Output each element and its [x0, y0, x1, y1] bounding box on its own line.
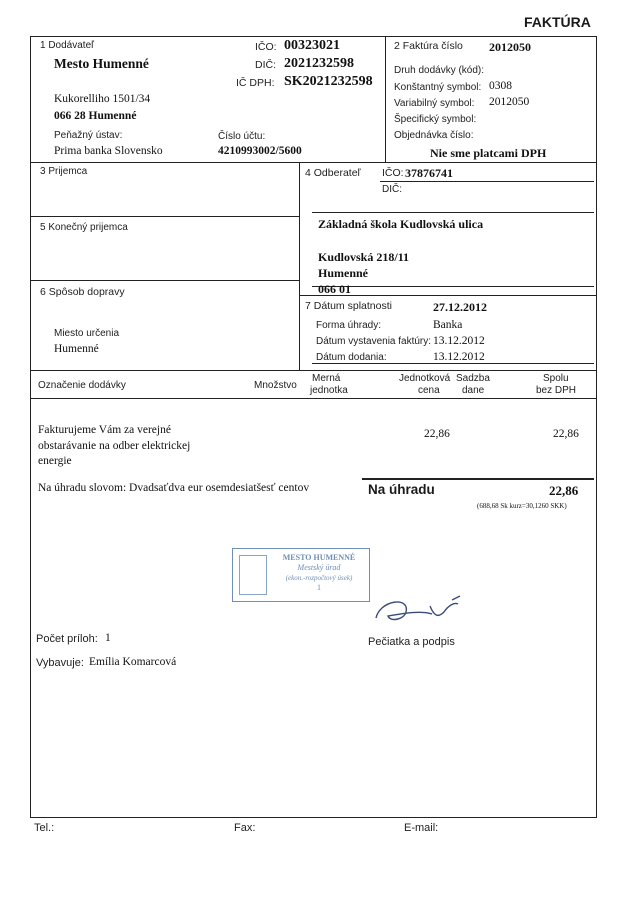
conversion-note: (688,68 Sk kurz=30,1260 SKK) [477, 502, 567, 510]
customer-street: Kudlovská 218/11 [318, 250, 410, 264]
constant-symbol: 0308 [489, 80, 512, 92]
variable-symbol-label: Variabilný symbol: [394, 98, 475, 109]
amount-in-words: Na úhradu slovom: Dvadsaťdva eur osemdesiatšesť centov [38, 482, 310, 494]
account-number: 4210993002/5600 [218, 145, 302, 157]
footer-email: E-mail: [404, 822, 439, 834]
final-recipient-label: 5 Konečný prijemca [40, 222, 128, 233]
vat-note: Nie sme platcami DPH [430, 146, 547, 160]
divider [299, 162, 300, 370]
delivery-type-label: Druh dodávky (kód): [394, 65, 485, 76]
divider [385, 36, 386, 162]
supplier-icdph-label: IČ DPH: [236, 77, 275, 89]
customer-ico-underline [380, 181, 594, 182]
signature-label: Pečiatka a podpis [368, 636, 455, 648]
destination: Humenné [54, 343, 99, 355]
item-description-line: energie [38, 455, 72, 467]
invoice-number-label: 2 Faktúra číslo [394, 40, 463, 52]
bank-label: Peňažný ústav: [54, 130, 123, 141]
supplier-street: Kukorelliho 1501/34 [54, 93, 151, 105]
attachments-count: 1 [105, 632, 111, 644]
variable-symbol: 2012050 [489, 96, 530, 108]
specific-symbol-label: Špecifický symbol: [394, 114, 477, 125]
supplier-ico-label: IČO: [255, 41, 277, 53]
stamp-line: (ekon.-rozpočtový úsek) [285, 574, 353, 582]
customer-name-rule [312, 212, 594, 213]
destination-label: Miesto určenia [54, 328, 120, 339]
item-total: 22,86 [553, 428, 579, 440]
col-rate-2: dane [462, 385, 485, 396]
due-date: 27.12.2012 [433, 300, 487, 314]
customer-city: Humenné [318, 266, 369, 280]
attachments-label: Počet príloh: [36, 633, 98, 645]
customer-label: 4 Odberateľ [305, 167, 361, 179]
stamp-line: Mestský úrad [297, 563, 341, 572]
account-label: Číslo účtu: [218, 131, 266, 142]
customer-dic-label: DIČ: [382, 184, 402, 195]
item-description-line: obstarávanie na odber elektrickej [38, 440, 191, 452]
due-date-label: 7 Dátum splatnosti [305, 300, 392, 312]
transport-label: 6 Spôsob dopravy [40, 286, 125, 298]
to-pay-label: Na úhradu [368, 482, 435, 497]
item-unit-price: 22,86 [424, 428, 450, 440]
stamp-line: MESTO HUMENNÉ [282, 553, 356, 562]
official-stamp [232, 548, 370, 602]
supplier-dic-label: DIČ: [255, 59, 276, 71]
signature-icon [370, 592, 470, 632]
col-total-2: bez DPH [536, 385, 577, 396]
stamp-line: 1 [317, 583, 321, 592]
divider [30, 162, 596, 163]
constant-symbol-label: Konštantný symbol: [394, 82, 482, 93]
order-number-label: Objednávka číslo: [394, 130, 474, 141]
bank-name: Prima banka Slovensko [54, 145, 163, 157]
customer-ico-label: IČO: [382, 167, 404, 179]
col-total-1: Spolu [543, 373, 569, 384]
col-unit-1: Merná [312, 373, 341, 384]
divider [30, 216, 300, 217]
col-description: Označenie dodávky [38, 380, 126, 391]
divider [30, 370, 596, 371]
supplier-label: 1 Dodávateľ [40, 40, 95, 51]
issued-by: Emília Komarcová [89, 656, 177, 668]
supplier-icdph: SK2021232598 [284, 74, 373, 89]
recipient-label: 3 Prijemca [40, 166, 88, 177]
customer-address-rule [312, 286, 594, 287]
supplier-dic: 2021232598 [284, 56, 354, 71]
issued-by-label: Vybavuje: [36, 657, 84, 669]
footer-fax: Fax: [234, 822, 256, 834]
issue-date-label: Dátum vystavenia faktúry: [316, 336, 432, 347]
delivery-date-label: Dátum dodania: [316, 352, 387, 363]
customer-ico: 37876741 [405, 166, 453, 180]
invoice-number: 2012050 [489, 40, 531, 54]
total-rule [362, 478, 594, 480]
col-unit-price-2: cena [418, 385, 440, 396]
payment-rule [312, 363, 594, 364]
issue-date: 13.12.2012 [433, 335, 485, 347]
footer-tel: Tel.: [34, 822, 55, 834]
col-rate-1: Sadzba [456, 373, 490, 384]
payment-form-label: Forma úhrady: [316, 320, 382, 331]
supplier-city: 066 28 Humenné [54, 110, 137, 122]
coat-of-arms-icon [239, 555, 267, 595]
divider [30, 398, 596, 399]
customer-zip: 066 01 [318, 282, 351, 296]
item-description-line: Fakturujeme Vám za verejné [38, 424, 171, 436]
supplier-ico: 00323021 [284, 38, 340, 53]
supplier-name: Mesto Humenné [54, 56, 149, 71]
payment-form: Banka [433, 319, 463, 331]
delivery-date: 13.12.2012 [433, 351, 485, 363]
invoice-title: FAKTÚRA [524, 14, 591, 30]
col-quantity: Množstvo [254, 380, 297, 391]
customer-name: Základná škola Kudlovská ulica [318, 217, 484, 231]
col-unit-2: jednotka [310, 385, 348, 396]
to-pay-amount: 22,86 [549, 483, 579, 498]
divider [30, 280, 300, 281]
col-unit-price-1: Jednotková [399, 373, 451, 384]
